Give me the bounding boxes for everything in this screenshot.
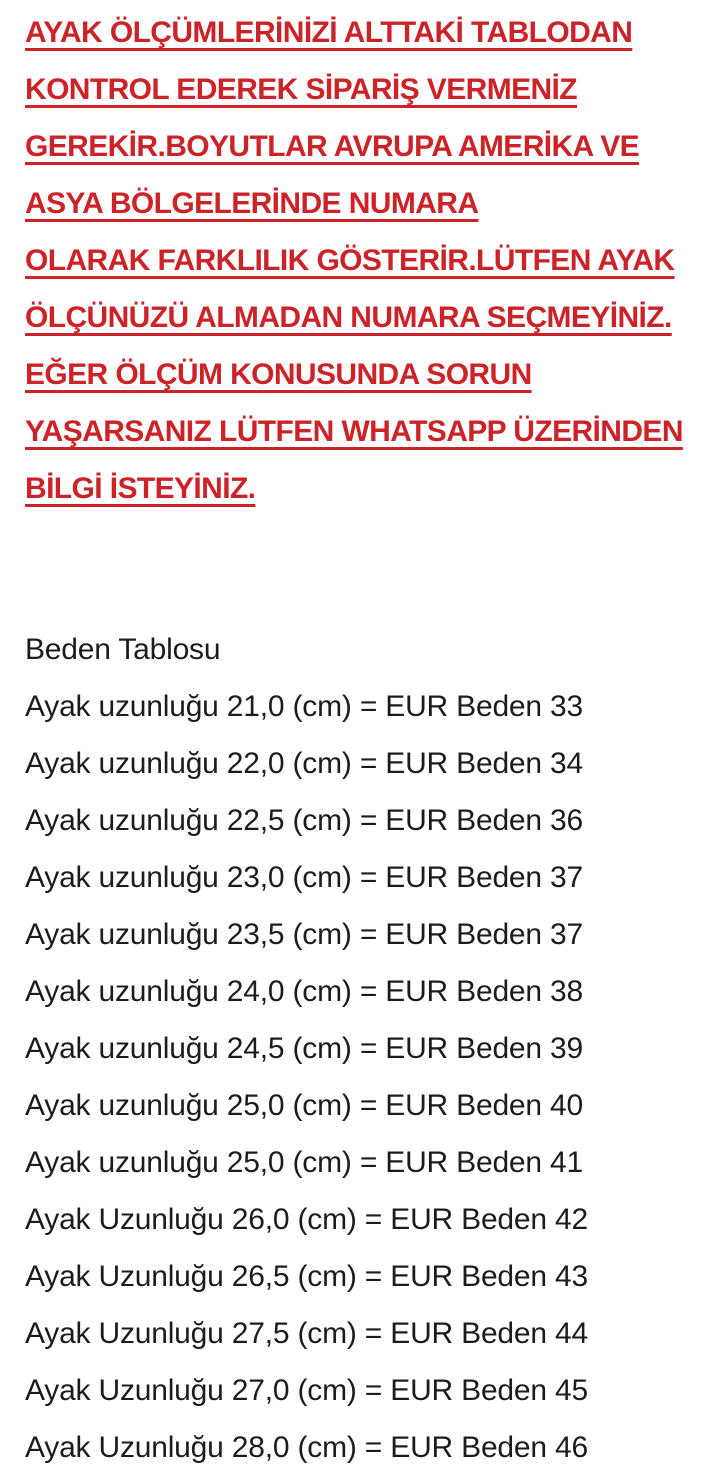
size-row: Ayak uzunluğu 25,0 (cm) = EUR Beden 41 — [25, 1146, 584, 1179]
size-row: Ayak uzunluğu 25,0 (cm) = EUR Beden 40 — [25, 1089, 584, 1122]
size-row: Ayak uzunluğu 24,0 (cm) = EUR Beden 38 — [25, 975, 584, 1008]
warning-line: ASYA BÖLGELERİNDE NUMARA — [25, 187, 479, 220]
size-row: Ayak Uzunluğu 26,0 (cm) = EUR Beden 42 — [25, 1203, 588, 1236]
warning-line: AYAK ÖLÇÜMLERİNİZİ ALTTAKİ TABLODAN — [25, 16, 633, 49]
size-row: Ayak Uzunluğu 27,0 (cm) = EUR Beden 45 — [25, 1374, 588, 1407]
warning-line: OLARAK FARKLILIK GÖSTERİR.LÜTFEN AYAK — [25, 244, 675, 277]
warning-line: KONTROL EDEREK SİPARİŞ VERMENİZ — [25, 73, 578, 106]
warning-line: BİLGİ İSTEYİNİZ. — [25, 472, 256, 505]
size-row: Ayak uzunluğu 24,5 (cm) = EUR Beden 39 — [25, 1032, 584, 1065]
size-table-title: Beden Tablosu — [25, 633, 221, 666]
warning-text — [25, 4, 696, 517]
warning-line: GEREKİR.BOYUTLAR AVRUPA AMERİKA VE — [25, 130, 640, 163]
size-row: Ayak uzunluğu 22,5 (cm) = EUR Beden 36 — [25, 804, 584, 837]
size-row: Ayak Uzunluğu 26,5 (cm) = EUR Beden 43 — [25, 1260, 588, 1293]
size-row: Ayak Uzunluğu 27,5 (cm) = EUR Beden 44 — [25, 1317, 588, 1350]
size-row: Ayak Uzunluğu 28,0 (cm) = EUR Beden 46 — [25, 1431, 588, 1464]
warning-line: YAŞARSANIZ LÜTFEN WHATSAPP ÜZERİNDEN — [25, 415, 683, 448]
size-table — [25, 621, 696, 1472]
warning-line: ÖLÇÜNÜZÜ ALMADAN NUMARA SEÇMEYİNİZ. — [25, 301, 672, 334]
size-row: Ayak uzunluğu 23,0 (cm) = EUR Beden 37 — [25, 861, 584, 894]
size-row: Ayak uzunluğu 23,5 (cm) = EUR Beden 37 — [25, 918, 584, 951]
warning-line: EĞER ÖLÇÜM KONUSUNDA SORUN — [25, 358, 532, 391]
size-row: Ayak uzunluğu 21,0 (cm) = EUR Beden 33 — [25, 690, 584, 723]
size-row: Ayak uzunluğu 22,0 (cm) = EUR Beden 34 — [25, 747, 584, 780]
